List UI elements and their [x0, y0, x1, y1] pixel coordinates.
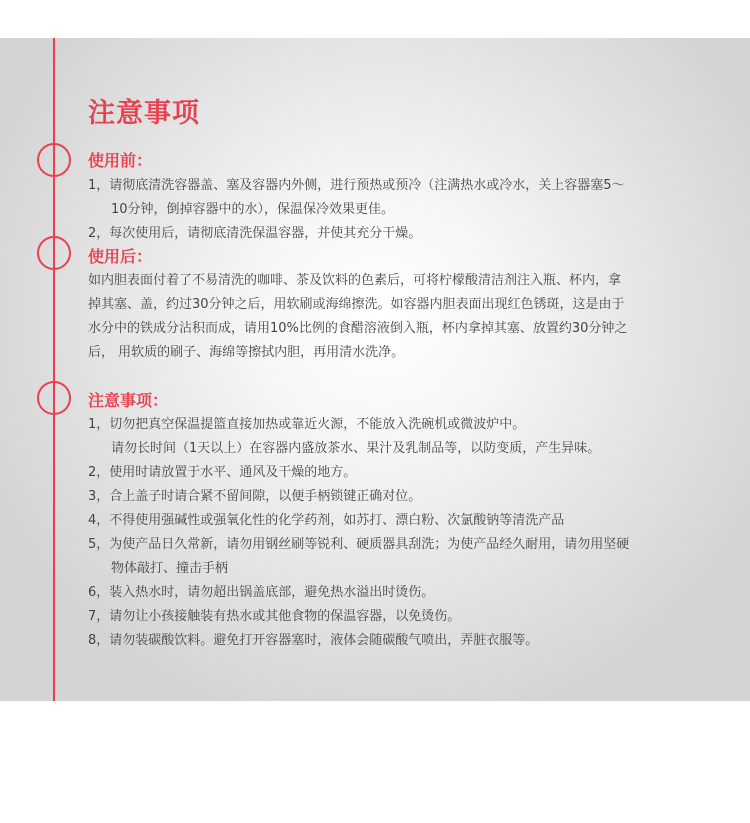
after-line-3: 水分中的铁成分沾积而成，请用10%比例的食醋溶液倒入瓶，杯内拿掉其塞、放置约30分钟之 — [88, 321, 628, 336]
after-line-1: 如内胆表面付着了不易清洗的咖啡、茶及饮料的色素后，可将柠檬酸清洁剂注入瓶、杯内，拿 — [88, 273, 622, 288]
notes-line-2: 请勿长时间（1天以上）在容器内盛放茶水、果汁及乳制品等，以防变质，产生异味。 — [111, 441, 601, 456]
notes-line-7: 物体敲打、撞击手柄 — [111, 561, 229, 576]
notes-line-8: 6，装入热水时，请勿超出锅盖底部，避免热水溢出时烫伤。 — [88, 585, 435, 600]
timeline-line — [53, 38, 55, 701]
before-line-3: 2，每次使用后，请彻底清洗保温容器，并使其充分干燥。 — [88, 226, 422, 241]
notes-line-1: 1，切勿把真空保温提篮直接加热或靠近火源，不能放入洗碗机或微波炉中。 — [88, 417, 526, 432]
section-title-notes: 注意事项： — [88, 391, 169, 410]
notes-line-10: 8，请勿装碳酸饮料。避免打开容器塞时，液体会随碳酸气喷出，弄脏衣服等。 — [88, 633, 539, 648]
before-line-2: 10分钟，倒掉容器中的水），保温保冷效果更佳。 — [111, 202, 395, 217]
timeline-circle-notes — [37, 381, 71, 415]
section-title-after: 使用后： — [88, 247, 153, 266]
notes-line-3: 2，使用时请放置于水平、通风及干燥的地方。 — [88, 465, 357, 480]
notes-line-9: 7，请勿让小孩接触装有热水或其他食物的保温容器，以免烫伤。 — [88, 609, 461, 624]
notes-line-5: 4，不得使用强碱性或强氧化性的化学药剂，如苏打、漂白粉、次氯酸钠等清洗产品 — [88, 513, 565, 528]
after-line-2: 掉其塞、盖，约过30分钟之后，用软刷或海绵擦洗。如容器内胆表面出现红色锈斑，这是由于 — [88, 297, 625, 312]
notes-line-4: 3，合上盖子时请合紧不留间隙，以便手柄锁键正确对位。 — [88, 489, 422, 504]
timeline-circle-after — [37, 236, 71, 270]
page-title: 注意事项 — [88, 98, 200, 129]
before-line-1: 1，请彻底清洗容器盖、塞及容器内外侧，进行预热或预冷（注满热水或冷水，关上容器塞5～ — [88, 178, 625, 193]
after-line-4: 后， 用软质的刷子、海绵等擦拭内胆，再用清水洗净。 — [88, 345, 405, 360]
instructions-panel — [0, 38, 750, 701]
section-title-before: 使用前： — [88, 151, 153, 170]
timeline-circle-before — [37, 143, 71, 177]
notes-line-6: 5，为使产品日久常新，请勿用钢丝刷等锐利、硬质器具刮洗；为使产品经久耐用，请勿用坚硬 — [88, 537, 630, 552]
